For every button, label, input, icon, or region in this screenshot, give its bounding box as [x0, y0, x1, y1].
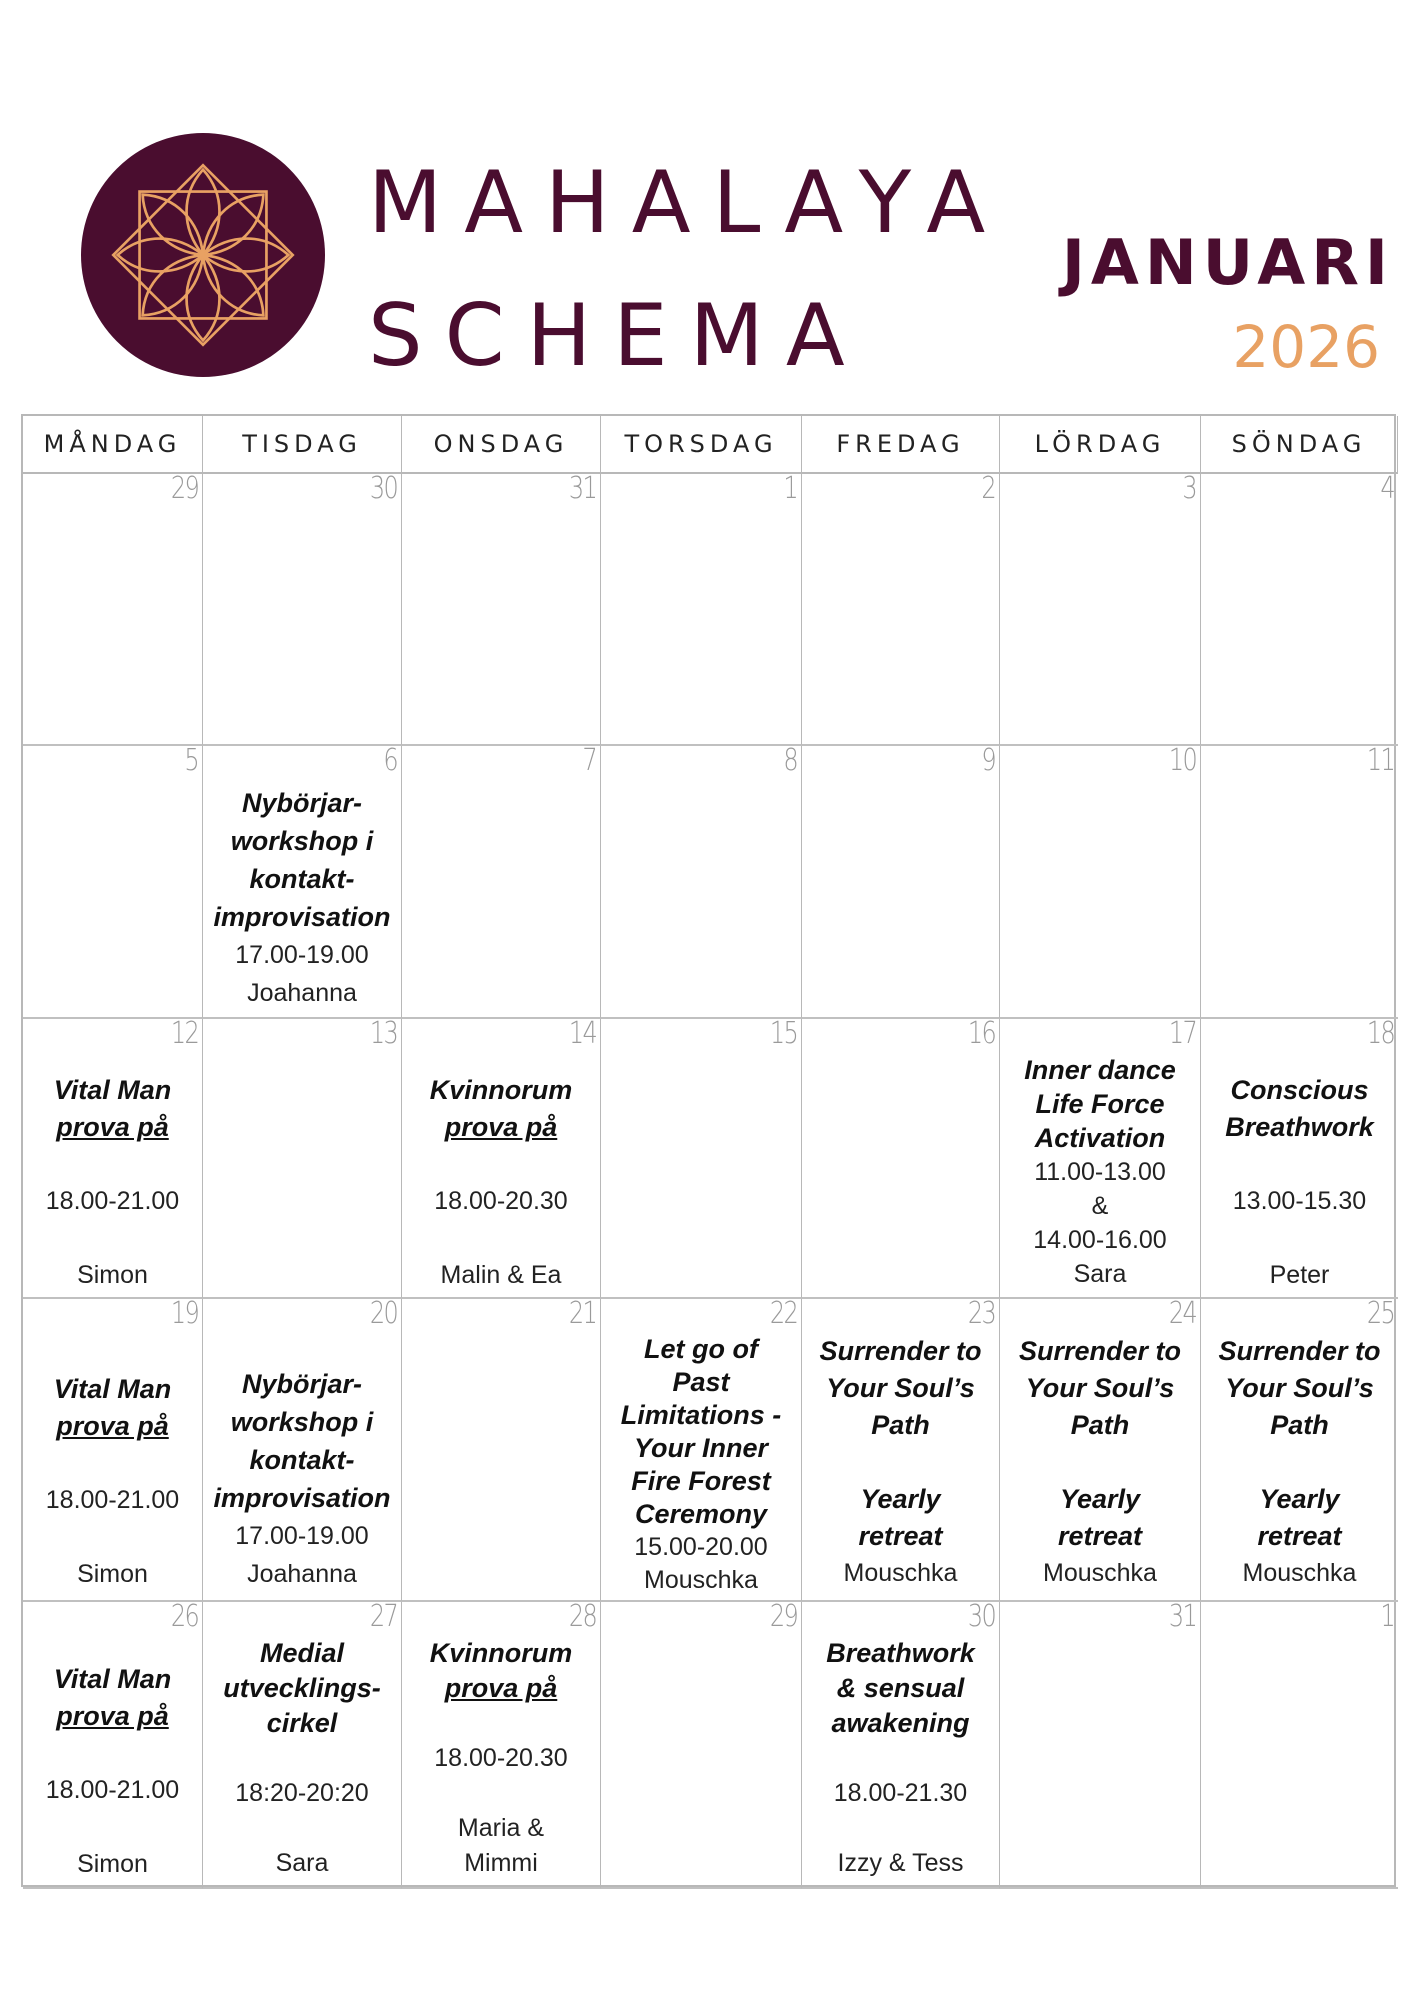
event-spacer	[23, 1220, 202, 1257]
event-name: Mouschka	[843, 1559, 958, 1587]
day-cell[interactable]	[802, 743, 1000, 1019]
event[interactable]	[1201, 1072, 1398, 1294]
day-cell[interactable]	[601, 1016, 802, 1299]
weekday-header: SÖNDAG	[1201, 416, 1398, 474]
event-title: retreat	[1057, 1521, 1143, 1551]
day-number: 10	[1168, 743, 1196, 778]
event-title: Surrender to	[819, 1336, 982, 1366]
day-number: 1	[1380, 1599, 1394, 1634]
day-number: 31	[1168, 1599, 1196, 1634]
event-spacer	[802, 1811, 999, 1846]
weekday-header: MÅNDAG	[23, 416, 203, 474]
event-time: 18.00-20.30	[434, 1187, 568, 1215]
event-name: Peter	[1269, 1261, 1330, 1289]
day-cell[interactable]	[1000, 1016, 1201, 1299]
event-name: Mouschka	[1043, 1559, 1157, 1587]
day-number: 22	[769, 1296, 797, 1331]
day-number: 19	[170, 1296, 198, 1331]
event-title: workshop i	[230, 1407, 374, 1437]
day-cell[interactable]	[203, 1599, 402, 1889]
weekday-header: TISDAG	[203, 416, 402, 474]
event-name: Maria &	[457, 1814, 545, 1842]
event-name: Simon	[77, 1850, 148, 1878]
event-title: Path	[1270, 1410, 1329, 1440]
day-cell[interactable]	[601, 1296, 802, 1602]
event[interactable]	[802, 1333, 999, 1592]
day-cell[interactable]	[23, 1599, 203, 1889]
day-number: 26	[170, 1599, 198, 1634]
event-title: Nybörjar-	[241, 788, 363, 818]
event-title: Medial	[259, 1638, 345, 1668]
event-title: Let go of	[644, 1334, 758, 1364]
day-cell[interactable]	[402, 1016, 601, 1299]
day-number: 24	[1168, 1296, 1196, 1331]
event-title: Your Soul’s	[826, 1373, 975, 1403]
event[interactable]	[601, 1333, 801, 1597]
event-subtitle: prova på	[444, 1673, 558, 1703]
event-spacer	[402, 1776, 600, 1811]
event[interactable]	[203, 1365, 401, 1593]
event-title: cirkel	[266, 1708, 338, 1738]
month-title: JANUARI	[1061, 226, 1394, 299]
day-cell[interactable]	[802, 1016, 1000, 1299]
day-number: 11	[1366, 743, 1394, 778]
day-number: 1	[783, 471, 797, 506]
event-subtitle: prova på	[56, 1411, 169, 1441]
event-time: 18.00-21.00	[45, 1486, 180, 1514]
day-number: 17	[1168, 1016, 1196, 1051]
mahalaya-logo	[81, 133, 325, 377]
day-cell[interactable]	[402, 471, 601, 746]
event-title: Path	[1070, 1410, 1130, 1440]
event-spacer	[402, 1220, 600, 1257]
event-name: Simon	[77, 1560, 148, 1588]
day-cell[interactable]	[1000, 743, 1201, 1019]
day-cell[interactable]	[203, 1296, 402, 1602]
day-number: 3	[1182, 471, 1196, 506]
day-number: 14	[568, 1016, 596, 1051]
event-title: Yearly	[860, 1484, 941, 1514]
event-spacer	[1201, 1146, 1398, 1183]
event-name: Mimmi	[464, 1849, 538, 1877]
day-cell[interactable]	[402, 1296, 601, 1602]
weekday-header: TORSDAG	[601, 416, 802, 474]
schedule-title: SCHEMA	[368, 286, 867, 386]
event-title: Vital Man	[53, 1374, 172, 1404]
day-number: 29	[769, 1599, 797, 1634]
event-title: Vital Man	[53, 1664, 172, 1694]
event[interactable]	[402, 1072, 600, 1294]
event-title: Your Soul’s	[1025, 1373, 1175, 1403]
day-cell[interactable]	[203, 1016, 402, 1299]
event-title: Your Soul’s	[1225, 1373, 1374, 1403]
event-title: utvecklings-	[223, 1673, 381, 1703]
event-time: 15.00-20.00	[634, 1533, 768, 1561]
weekday-header: LÖRDAG	[1000, 416, 1201, 474]
event-title: Conscious	[1230, 1075, 1369, 1105]
event-spacer	[23, 1735, 202, 1772]
day-number: 5	[184, 743, 198, 778]
event-time: 11.00-13.00	[1034, 1158, 1166, 1186]
day-cell[interactable]	[802, 1296, 1000, 1602]
event-title: awakening	[831, 1708, 970, 1738]
day-cell[interactable]	[1201, 1016, 1398, 1299]
event-name: Malin & Ea	[440, 1261, 562, 1289]
event-title: Yearly	[1059, 1484, 1141, 1514]
event-spacer	[402, 1146, 600, 1183]
event-time: 17.00-19.00	[235, 941, 369, 969]
day-cell[interactable]	[402, 743, 601, 1019]
event-title: retreat	[858, 1521, 943, 1551]
event-title: Breathwork	[826, 1638, 975, 1668]
event-name: Sara	[275, 1849, 329, 1877]
event-subtitle: prova på	[56, 1701, 169, 1731]
day-number: 8	[783, 743, 797, 778]
event-spacer	[1000, 1444, 1200, 1481]
day-number: 30	[967, 1599, 995, 1634]
day-number: 20	[369, 1296, 397, 1331]
day-number: 27	[369, 1599, 397, 1634]
day-cell[interactable]	[601, 743, 802, 1019]
event-name: Mouschka	[644, 1566, 758, 1594]
day-cell[interactable]	[601, 1599, 802, 1889]
event-title: Fire Forest	[631, 1466, 771, 1496]
day-number: 30	[369, 471, 397, 506]
event-spacer	[23, 1146, 202, 1183]
event[interactable]	[402, 1636, 600, 1881]
event[interactable]	[1000, 1053, 1200, 1291]
event-time: 18.00-21.30	[833, 1779, 968, 1807]
event-name: Izzy & Tess	[837, 1849, 964, 1877]
day-number: 9	[981, 743, 995, 778]
day-number: 6	[383, 743, 397, 778]
event-title: Vital Man	[53, 1075, 172, 1105]
day-cell[interactable]	[23, 471, 203, 746]
event-time: 13.00-15.30	[1232, 1187, 1367, 1215]
event-spacer	[23, 1519, 202, 1556]
event-name: Sara	[1073, 1260, 1127, 1288]
event-title: improvisation	[213, 902, 391, 932]
day-cell[interactable]	[1201, 1296, 1398, 1602]
event-title: Inner dance	[1024, 1055, 1176, 1085]
day-cell[interactable]	[1000, 1599, 1201, 1889]
day-number: 16	[967, 1016, 995, 1051]
event-spacer	[23, 1809, 202, 1846]
event-title: Limitations -	[620, 1400, 782, 1430]
weekday-header: ONSDAG	[402, 416, 601, 474]
day-cell[interactable]	[203, 743, 402, 1019]
year-title: 2026	[1232, 313, 1380, 381]
day-number: 31	[568, 471, 596, 506]
event-time: 17.00-19.00	[235, 1522, 369, 1550]
event[interactable]	[23, 1072, 202, 1294]
day-cell[interactable]	[23, 1016, 203, 1299]
event-name: Simon	[77, 1261, 148, 1289]
event-spacer	[802, 1741, 999, 1776]
day-number: 28	[568, 1599, 596, 1634]
event-time: 18.00-21.00	[45, 1187, 180, 1215]
event-title: Ceremony	[634, 1499, 768, 1529]
event-subtitle: prova på	[444, 1112, 558, 1142]
event-time: 18.00-20.30	[434, 1744, 568, 1772]
day-number: 4	[1380, 471, 1394, 506]
event-spacer	[203, 1811, 401, 1846]
day-cell[interactable]	[1000, 471, 1201, 746]
event-spacer	[203, 1741, 401, 1776]
event-title: Yearly	[1259, 1484, 1340, 1514]
event-title: kontakt-	[249, 1445, 355, 1475]
day-cell[interactable]	[1201, 743, 1398, 1019]
event-title: improvisation	[213, 1483, 391, 1513]
event-title: Surrender to	[1018, 1336, 1182, 1366]
event-subtitle: prova på	[56, 1112, 169, 1142]
event-title: Breathwork	[1225, 1112, 1374, 1142]
event-title: workshop i	[230, 826, 374, 856]
day-number: 23	[967, 1296, 995, 1331]
event-name: Joahanna	[247, 1560, 357, 1588]
day-cell[interactable]	[402, 1599, 601, 1889]
event-title: Past	[672, 1367, 730, 1397]
day-cell[interactable]	[1201, 471, 1398, 746]
day-number: 7	[582, 743, 596, 778]
event-title: Kvinnorum	[429, 1075, 573, 1105]
event-spacer	[802, 1444, 999, 1481]
event-time: &	[1091, 1192, 1109, 1220]
event-title: Life Force	[1035, 1089, 1165, 1119]
day-cell[interactable]	[203, 471, 402, 746]
day-number: 21	[568, 1296, 596, 1331]
event[interactable]	[203, 784, 401, 1012]
day-cell[interactable]	[802, 471, 1000, 746]
day-cell[interactable]	[23, 743, 203, 1019]
event[interactable]	[23, 1661, 202, 1883]
day-cell[interactable]	[1000, 1296, 1201, 1602]
event[interactable]	[203, 1636, 401, 1881]
event-time: 18:20-20:20	[235, 1779, 369, 1807]
event-spacer	[1201, 1220, 1398, 1257]
event-title: Kvinnorum	[429, 1638, 573, 1668]
event-title: Surrender to	[1218, 1336, 1381, 1366]
event-title: kontakt-	[249, 864, 355, 894]
event-name: Joahanna	[247, 979, 357, 1007]
event-title: Path	[871, 1410, 930, 1440]
day-number: 25	[1366, 1296, 1394, 1331]
day-number: 15	[769, 1016, 797, 1051]
event-name: Mouschka	[1242, 1559, 1357, 1587]
event-title: retreat	[1257, 1521, 1342, 1551]
brand-name: MAHALAYA	[368, 153, 1008, 253]
event-time: 14.00-16.00	[1033, 1226, 1167, 1254]
event-spacer	[402, 1706, 600, 1741]
event-title: Your Inner	[633, 1433, 768, 1463]
event[interactable]	[1201, 1333, 1398, 1592]
event-title: Nybörjar-	[241, 1369, 363, 1399]
event[interactable]	[1000, 1333, 1200, 1592]
day-cell[interactable]	[1201, 1599, 1398, 1889]
day-number: 12	[170, 1016, 198, 1051]
day-number: 2	[981, 471, 995, 506]
day-number: 29	[170, 471, 198, 506]
event-time: 18.00-21.00	[45, 1776, 180, 1804]
event-title: & sensual	[836, 1673, 965, 1703]
day-cell[interactable]	[601, 471, 802, 746]
event[interactable]	[802, 1636, 999, 1881]
day-cell[interactable]	[802, 1599, 1000, 1889]
day-number: 18	[1366, 1016, 1394, 1051]
calendar-grid	[21, 414, 1396, 1887]
weekday-header: FREDAG	[802, 416, 1000, 474]
event-title: Activation	[1034, 1123, 1166, 1153]
event[interactable]	[23, 1371, 202, 1593]
event-spacer	[1201, 1444, 1398, 1481]
event-spacer	[23, 1445, 202, 1482]
day-cell[interactable]	[23, 1296, 203, 1602]
day-number: 13	[369, 1016, 397, 1051]
